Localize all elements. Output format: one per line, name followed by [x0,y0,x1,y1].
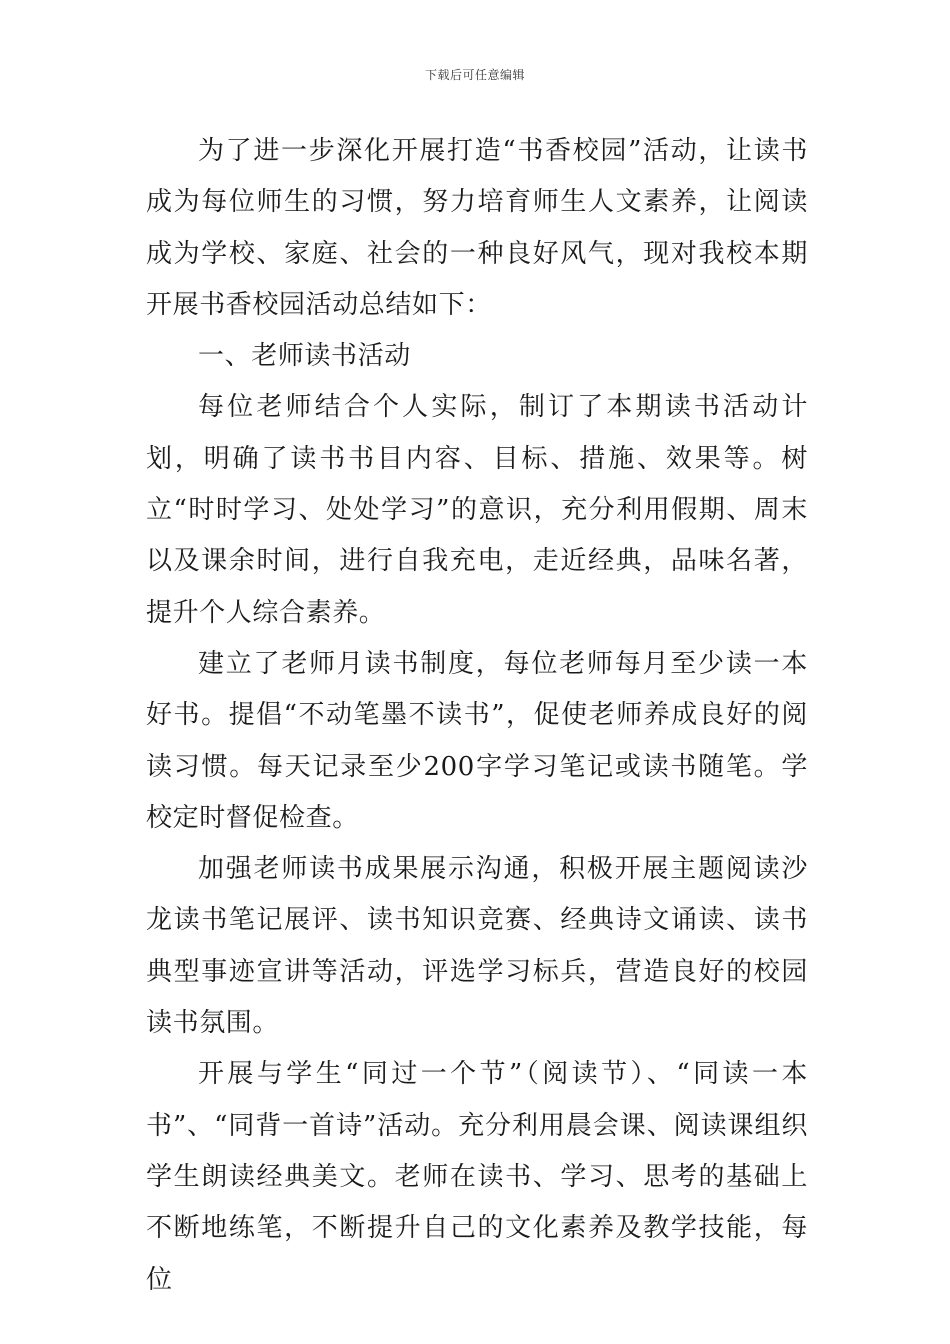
paragraph-joint-activities: 开展与学生“同过一个节”（阅读节）、“同读一本书”、“同背一首诗”活动。充分利用晨会课、阅读课组织学生朗读经典美文。老师在读书、学习、思考的基础上不断地练笔，不断提升自己的文化素养及教学技能，每位 [146,1059,808,1295]
header-note: 下载后可任意编辑 [424,68,525,82]
paragraph-reading-plan: 每位老师结合个人实际，制订了本期读书活动计划，明确了读书书目内容、目标、措施、效果等。树立“时时学习、处处学习”的意识，充分利用假期、周末以及课余时间，进行自我充电，走近经典，品味名著，提升个人综合素养。 [146,392,808,628]
paragraph-monthly-reading: 建立了老师月读书制度，每位老师每月至少读一本好书。提倡“不动笔墨不读书”，促使老师养成良好的阅读习惯。每天记录至少200字学习笔记或读书随笔。学校定时督促检查。 [146,648,808,833]
document-body [146,126,808,1306]
paragraph-results-showcase: 加强老师读书成果展示沟通，积极开展主题阅读沙龙读书笔记展评、读书知识竞赛、经典诗文诵读、读书典型事迹宣讲等活动，评选学习标兵，营造良好的校园读书氛围。 [146,854,808,1039]
section-heading-teacher-reading: 一、老师读书活动 [198,341,411,372]
paragraph-intro: 为了进一步深化开展打造“书香校园”活动，让读书成为每位师生的习惯，努力培育师生人文素养，让阅读成为学校、家庭、社会的一种良好风气，现对我校本期开展书香校园活动总结如下： [146,136,808,320]
